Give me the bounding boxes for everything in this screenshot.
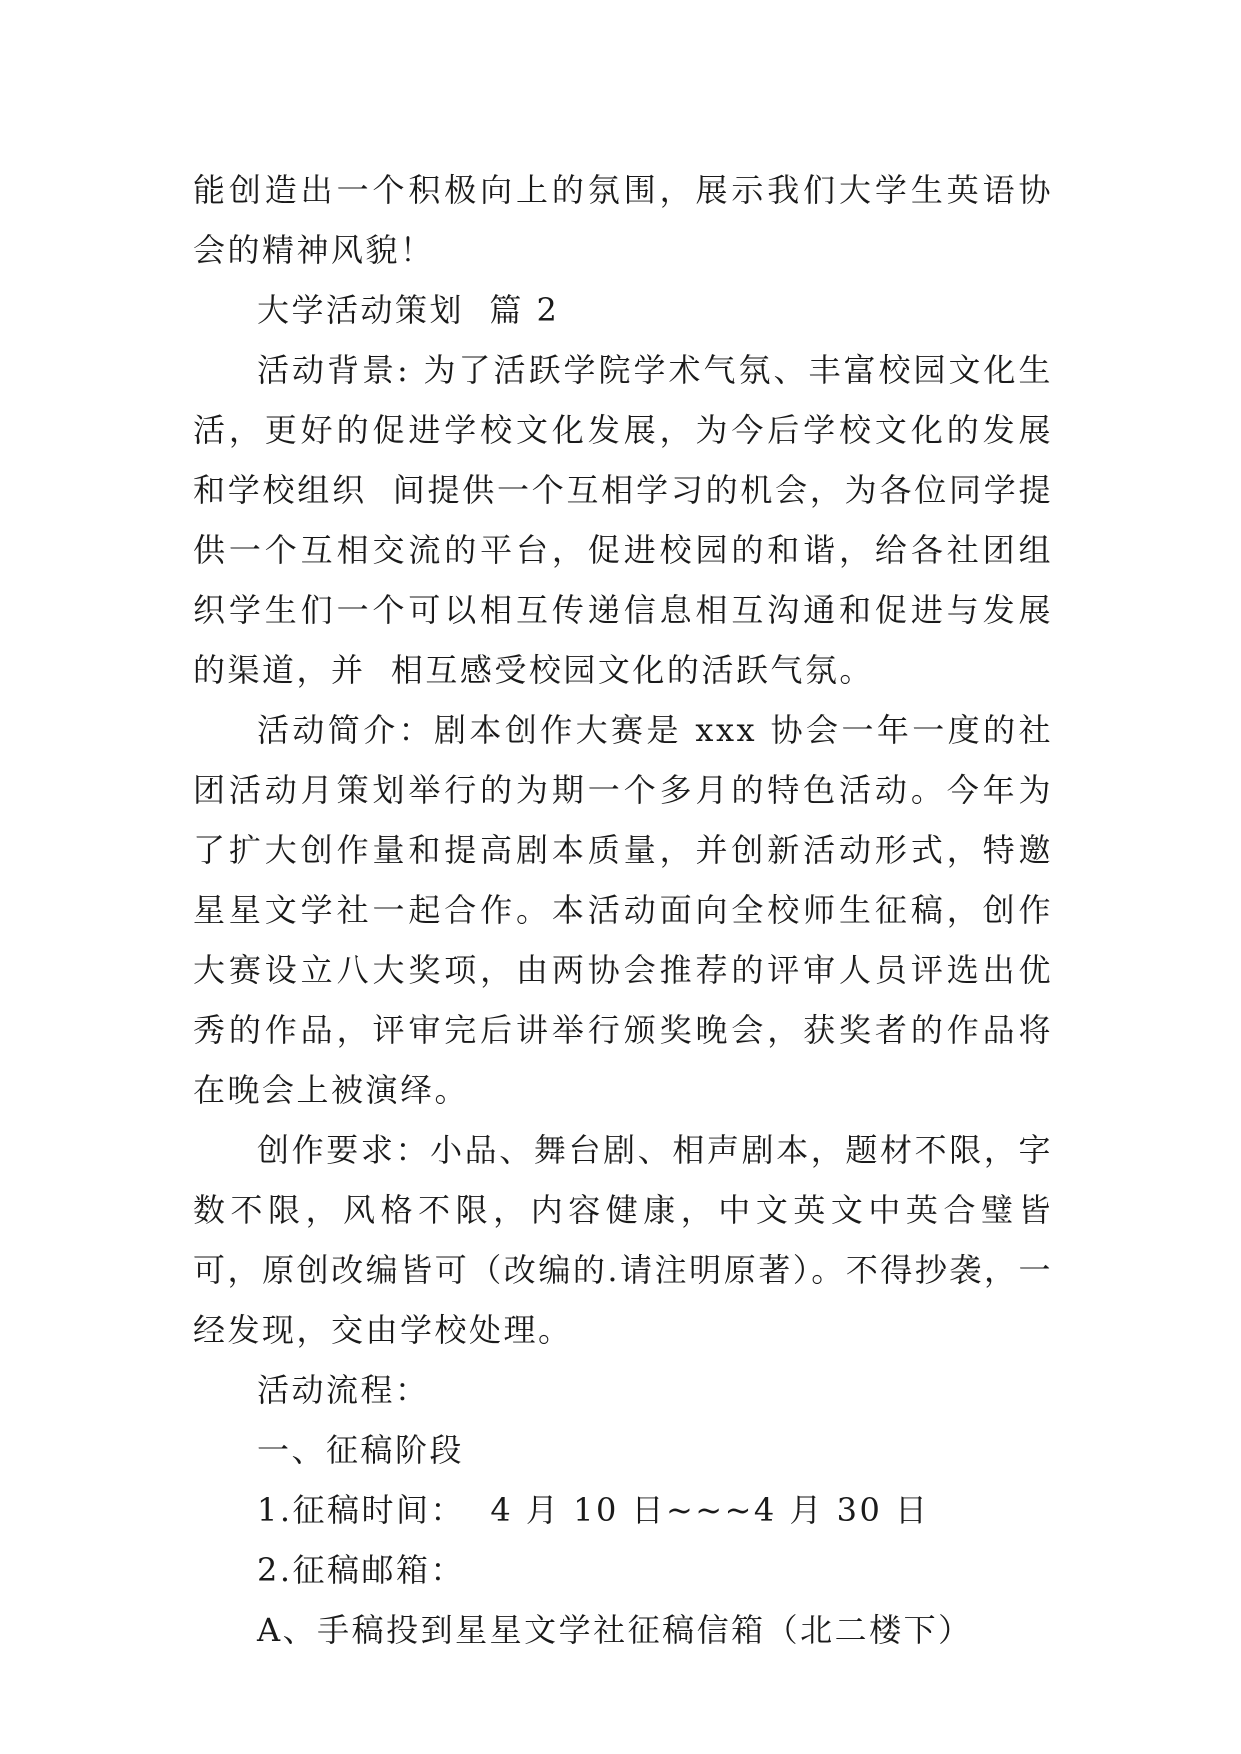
paragraph-closing: 能创造出一个积极向上的氛围，展示我们大学生英语协会的精神风貌！ <box>193 171 1053 269</box>
paragraph-manuscript-delivery: A、手稿投到星星文学社征稿信箱（北二楼下） <box>257 1611 973 1649</box>
paragraph-stage-one: 一、征稿阶段 <box>257 1431 465 1469</box>
section-heading: 大学活动策划 篇 2 <box>257 291 560 329</box>
paragraph-requirements: 创作要求：小品、舞台剧、相声剧本，题材不限，字数不限，风格不限，内容健康，中文英文中英合璧皆可，原创改编皆可（改编的.请注明原著）。不得抄袭，一经发现，交由学校处理。 <box>193 1131 1053 1349</box>
paragraph-process-heading: 活动流程： <box>257 1371 430 1409</box>
paragraph-introduction: 活动简介：剧本创作大赛是 xxx 协会一年一度的社团活动月策划举行的为期一个多月的特色活动。今年为了扩大创作量和提高剧本质量，并创新活动形式，特邀星星文学社一起合作。本活动面向全校师生征稿，创作大赛设立八大奖项，由两协会推荐的评审人员评选出优秀的作品，评审完后讲举行颁奖晚会，获奖者的作品将在晚会上被演绎。 <box>193 711 1053 1109</box>
paragraph-background: 活动背景: 为了活跃学院学术气氛、丰富校园文化生活，更好的促进学校文化发展，为今后学校文化的发展和学校组织 间提供一个互相学习的机会，为各位同学提供一个互相交流的平台，促进校园的和谐，给各社团组织学生们一个可以相互传递信息相互沟通和促进与发展的渠道，并 相互感受校园文化的活跃气氛。 <box>193 351 1053 689</box>
paragraph-submission-mailbox: 2.征稿邮箱： <box>257 1551 466 1589</box>
paragraph-submission-time: 1.征稿时间： 4 月 10 日~~~4 月 30 日 <box>257 1491 930 1529</box>
document-body <box>193 160 1053 1660</box>
